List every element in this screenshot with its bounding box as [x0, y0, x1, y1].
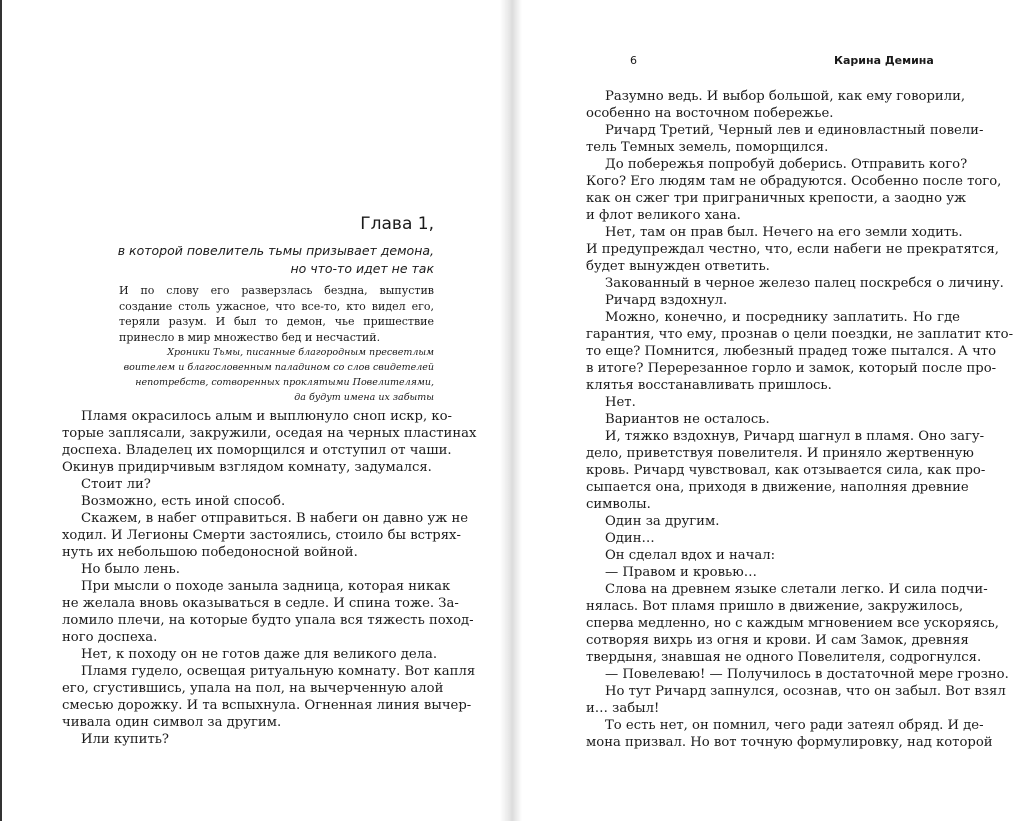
text-line: ломило плечи, на которые будто упала вся тяжесть поход- — [62, 613, 474, 628]
epigraph-source — [119, 345, 434, 405]
text-line: сотворяя вихрь из огня и крови. И сам Замок, древняя — [586, 633, 969, 648]
text-line: кровь. Ричард чувствовал, как отзывается сила, как про- — [586, 463, 986, 478]
text-line: То есть нет, он помнил, чего ради затеял обряд. И де- — [605, 718, 984, 733]
text-line: Можно, конечно, и посреднику заплатить. Но где — [605, 310, 960, 325]
text-line: как он сжег три приграничных крепости, а заодно уж — [586, 191, 967, 206]
text-line: торые заплясали, закружили, оседая на черных пластинах — [62, 426, 477, 441]
epigraph-source-line: да будут имена их забыты — [294, 392, 434, 403]
text-line: нуть их небольшою победоносной войной. — [62, 545, 358, 560]
text-line: не желала вновь оказываться в седле. И спина тоже. За- — [62, 596, 459, 611]
chapter-title: Глава 1, — [360, 214, 434, 234]
text-line: Слова на древнем языке слетали легко. И сила подчи- — [605, 582, 988, 597]
text-line: Вариантов не осталось. — [605, 412, 770, 427]
text-line: гарантия, что ему, прознав о цели поездки, не заплатит кто- — [586, 327, 1014, 342]
chapter-subtitle-line: в которой повелитель тьмы призывает демона, — [117, 243, 434, 258]
text-line: Нет, там он прав был. Нечего на его земли ходить. — [605, 225, 963, 240]
text-line: тель Темных земель, поморщился. — [586, 140, 829, 155]
chapter-subtitle-line: но что-то идет не так — [290, 261, 434, 276]
text-line: Но тут Ричард запнулся, осознав, что он забыл. Вот взял — [605, 684, 1006, 699]
text-line: нялась. Вот пламя пришло в движение, закружилось, — [586, 599, 964, 614]
text-line: — Правом и кровью… — [605, 565, 757, 580]
text-line: его, сгустившись, упала на пол, на вычерченную алой — [62, 681, 444, 696]
text-line: в итоге? Перерезанное горло и замок, который после про- — [586, 361, 997, 376]
text-line: И предупреждал честно, что, если набеги не прекратятся, — [586, 242, 999, 257]
text-line: При мысли о походе заныла задница, которая никак — [81, 579, 451, 594]
text-line: твердыня, знавшая не одного Повелителя, содрогнулся. — [586, 650, 982, 665]
epigraph — [119, 283, 434, 405]
text-line: Один… — [605, 531, 655, 546]
text-line: сыпается она, приходя в движение, наполняя древние — [586, 480, 969, 495]
text-line: До побережья попробуй доберись. Отправить кого? — [605, 157, 968, 172]
epigraph-text: И по слову его разверзлась бездна, выпустив создание столь ужасное, что все-то, кто видел его, теряли разум. И был то демон, чье пришествие принесло в мир множество бед и несчастий. — [119, 284, 434, 344]
text-line: то еще? Помнится, любезный прадед тоже пытался. А что — [586, 344, 997, 359]
text-line: Пламя окрасилось алым и выплюнуло сноп искр, ко- — [81, 409, 453, 424]
text-line: доспеха. Владелец их поморщился и отступил от чаши. — [62, 443, 452, 458]
text-line: Или купить? — [81, 732, 169, 747]
chapter-subtitle — [62, 242, 434, 278]
epigraph-source-line: воителем и благословенным паладином со слов свидетелей — [123, 362, 434, 373]
text-line: клятья восстанавливать пришлось. — [586, 378, 832, 393]
text-line: Ричард вздохнул. — [605, 293, 728, 308]
right-page — [508, 0, 1016, 821]
text-line: мона призвал. Но вот точную формулировку, над которой — [586, 735, 993, 750]
text-line: Нет, к походу он не готов даже для великого дела. — [81, 647, 438, 662]
epigraph-source-line: Хроники Тьмы, писанные благородным пресветлым — [167, 347, 434, 358]
text-line: чивала один символ за другим. — [62, 715, 282, 730]
text-line: Пламя гудело, освещая ритуальную комнату. Вот капля — [81, 664, 476, 679]
text-line: Стоит ли? — [81, 477, 151, 492]
text-line: и… забыл! — [586, 701, 660, 716]
text-line: будет вынужден ответить. — [586, 259, 770, 274]
text-line: Возможно, есть иной способ. — [81, 494, 286, 509]
text-line: — Повелеваю! — Получилось в достаточной мере грозно. — [605, 667, 1009, 682]
left-body-text — [62, 408, 477, 748]
text-line: Закованный в черное железо палец поскребся о личину. — [605, 276, 1004, 291]
text-line: символы. — [586, 497, 651, 512]
text-line: Окинув придирчивым взглядом комнату, задумался. — [62, 460, 432, 475]
text-line: особенно на восточном побережье. — [586, 106, 834, 121]
text-line: Ричард Третий, Черный лев и единовластный повели- — [605, 123, 984, 138]
text-line: и флот великого хана. — [586, 208, 741, 223]
text-line: Он сделал вдох и начал: — [605, 548, 776, 563]
text-line: Нет. — [605, 395, 636, 410]
text-line: И, тяжко вздохнув, Ричард шагнул в пламя. Оно загу- — [605, 429, 985, 444]
text-line: Кого? Его людям там не обрадуются. Особенно после того, — [586, 174, 1002, 189]
text-line: Но было лень. — [81, 562, 180, 577]
text-line: ходил. И Легионы Смерти застоялись, стоило бы встрях- — [62, 528, 461, 543]
text-line: смесью дорожку. И та вспыхнула. Огненная линия вычер- — [62, 698, 472, 713]
page-number: 6 — [630, 54, 637, 67]
text-line: Скажем, в набег отправиться. В набеги он давно уж не — [81, 511, 469, 526]
epigraph-source-line: непотребств, сотворенных проклятыми Повелителями, — [135, 377, 434, 388]
text-line: Один за другим. — [605, 514, 720, 529]
running-head-author: Карина Демина — [834, 54, 934, 67]
text-line: Разумно ведь. И выбор большой, как ему говорили, — [605, 89, 966, 104]
text-line: ного доспеха. — [62, 630, 158, 645]
text-line: сперва медленно, но с каждым мгновением все ускоряясь, — [586, 616, 999, 631]
right-body-text — [586, 88, 1014, 751]
text-line: дело, приветствуя повелителя. И приняло жертвенную — [586, 446, 974, 461]
